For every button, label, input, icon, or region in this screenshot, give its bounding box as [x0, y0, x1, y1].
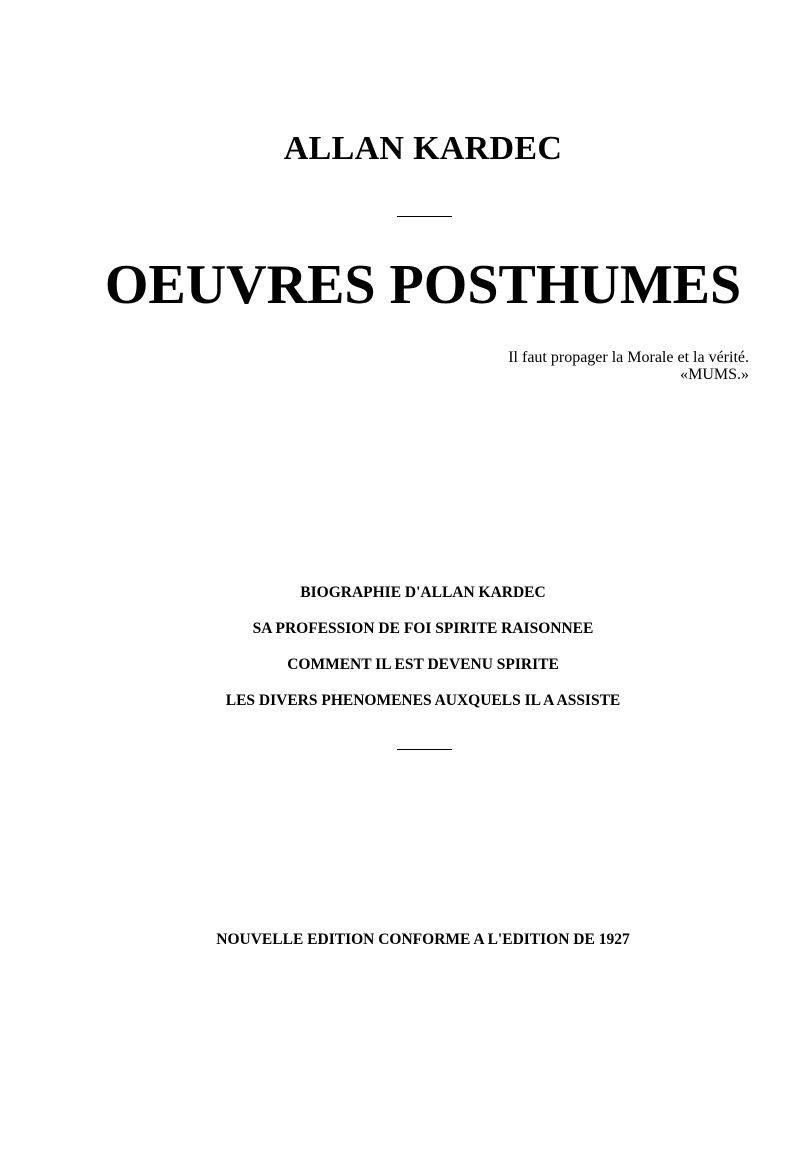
subtitle-list	[0, 583, 811, 727]
subtitle-line: BIOGRAPHIE D'ALLAN KARDEC	[300, 584, 546, 601]
epigraph-quote: Il faut propager la Morale et la vérité.	[508, 349, 749, 366]
epigraph	[508, 349, 749, 383]
top-divider	[397, 216, 452, 217]
subtitle-line: SA PROFESSION DE FOI SPIRITE RAISONNEE	[252, 620, 594, 637]
subtitle-line: COMMENT IL EST DEVENU SPIRITE	[287, 656, 559, 673]
edition-note: NOUVELLE EDITION CONFORME A L'EDITION DE 1927	[216, 931, 630, 948]
epigraph-attribution: «MUMS.»	[680, 366, 749, 383]
author-name: ALLAN KARDEC	[283, 130, 563, 167]
subtitle-line: LES DIVERS PHENOMENES AUXQUELS IL A ASSISTE	[225, 692, 621, 709]
book-title: OEUVRES POSTHUMES	[104, 254, 742, 316]
bottom-divider	[397, 749, 452, 750]
